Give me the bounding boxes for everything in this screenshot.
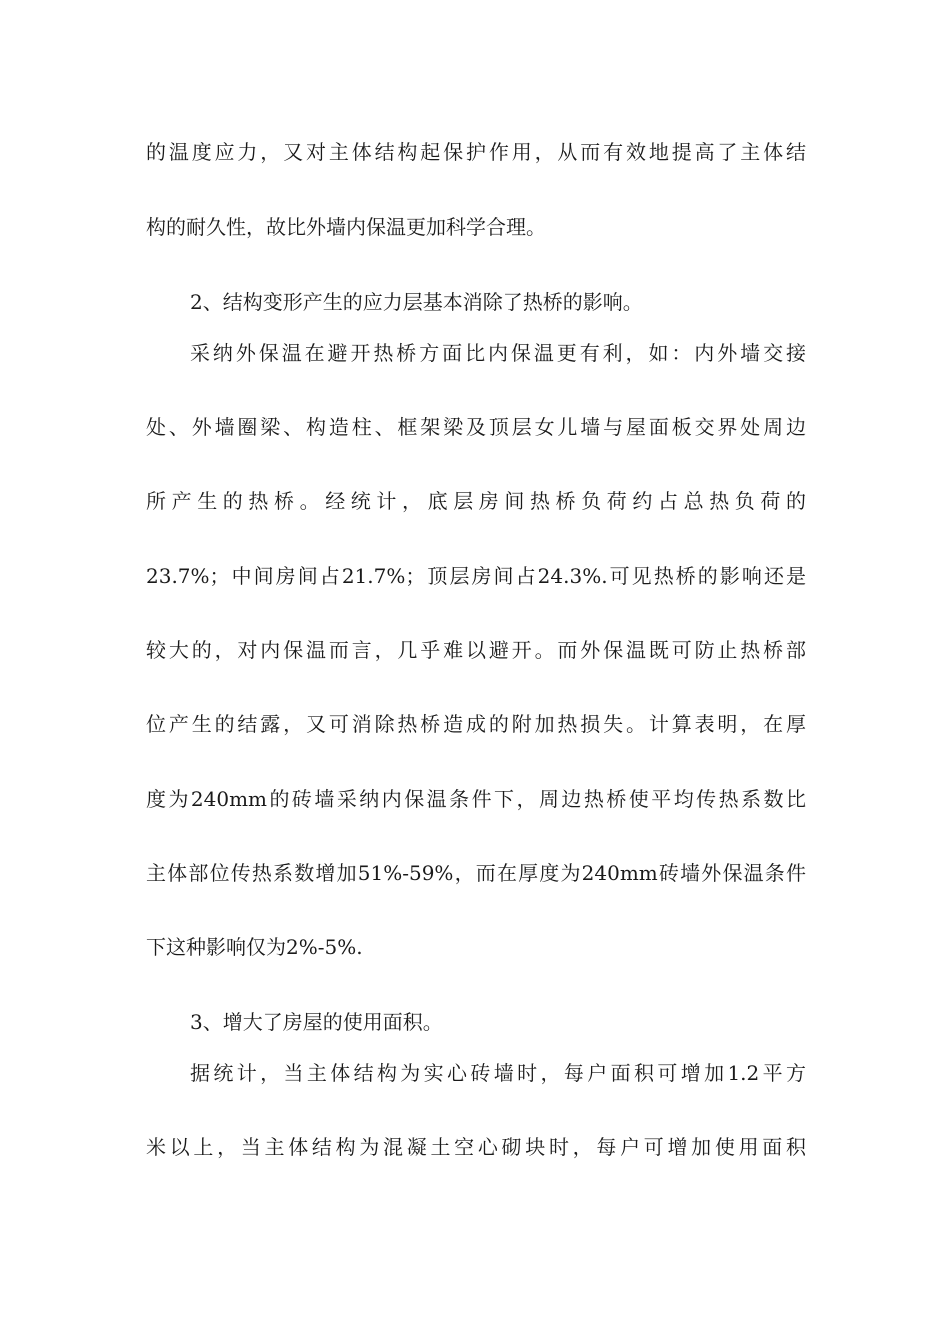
paragraph-line: 主体部位传热系数增加51%-59%，而在厚度为240mm砖墙外保温条件 <box>146 861 806 885</box>
paragraph-line: 米以上，当主体结构为混凝土空心砌块时，每户可增加使用面积 <box>146 1135 806 1159</box>
paragraph-line: 度为240mm的砖墙采纳内保温条件下，周边热桥使平均传热系数比 <box>146 787 806 811</box>
paragraph-line: 据统计，当主体结构为实心砖墙时，每户面积可增加1.2平方 <box>190 1061 806 1085</box>
paragraph-line: 较大的，对内保温而言，几乎难以避开。而外保温既可防止热桥部 <box>146 638 806 662</box>
paragraph-line: 采纳外保温在避开热桥方面比内保温更有利，如：内外墙交接 <box>190 341 806 365</box>
paragraph-line: 的温度应力，又对主体结构起保护作用，从而有效地提高了主体结 <box>146 140 806 164</box>
paragraph-line: 下这种影响仅为2%-5%. <box>146 935 363 959</box>
paragraph-line: 构的耐久性，故比外墙内保温更加科学合理。 <box>146 215 546 239</box>
paragraph-line: 处、外墙圈梁、构造柱、框架梁及顶层女儿墙与屋面板交界处周边 <box>146 415 806 439</box>
paragraph-line: 位产生的结露，又可消除热桥造成的附加热损失。计算表明，在厚 <box>146 712 806 736</box>
section-heading: 3、增大了房屋的使用面积。 <box>190 1010 443 1034</box>
paragraph-line: 23.7%；中间房间占21.7%；顶层房间占24.3%.可见热桥的影响还是 <box>146 564 806 588</box>
paragraph-line: 所产生的热桥。经统计，底层房间热桥负荷约占总热负荷的 <box>146 489 806 513</box>
section-heading: 2、结构变形产生的应力层基本消除了热桥的影响。 <box>190 290 643 314</box>
